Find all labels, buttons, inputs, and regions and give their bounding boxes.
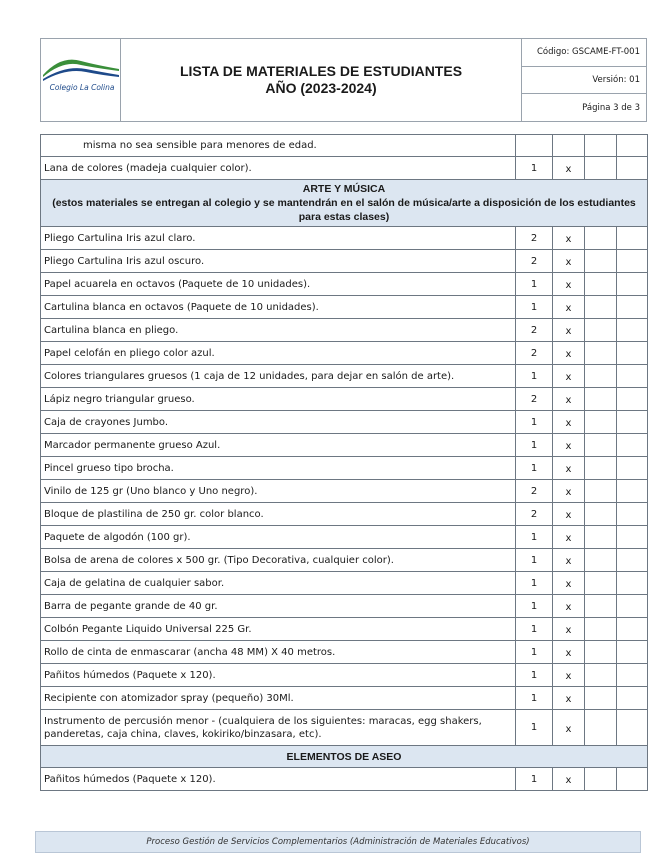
- table-row: [41, 157, 648, 180]
- item-quantity: 1: [516, 595, 553, 618]
- item-quantity: 1: [516, 157, 553, 180]
- item-quantity: 1: [516, 273, 553, 296]
- empty-cell: [617, 457, 648, 480]
- item-description: Paquete de algodón (100 gr).: [41, 526, 516, 549]
- item-check: x: [553, 664, 585, 687]
- section-arte: [41, 180, 648, 227]
- empty-cell: [617, 388, 648, 411]
- item-check: x: [553, 365, 585, 388]
- item-description: Pincel grueso tipo brocha.: [41, 457, 516, 480]
- item-quantity: 1: [516, 618, 553, 641]
- table-row: [41, 503, 648, 526]
- item-quantity: 1: [516, 710, 553, 746]
- title-line-1: LISTA DE MATERIALES DE ESTUDIANTES: [179, 63, 463, 79]
- item-description: Lana de colores (madeja cualquier color).: [41, 157, 516, 180]
- empty-cell: [585, 388, 617, 411]
- item-check: x: [553, 480, 585, 503]
- empty-cell: [617, 273, 648, 296]
- item-description: Cartulina blanca en pliego.: [41, 319, 516, 342]
- document-code: Código: GSCAME-FT-001: [522, 39, 646, 67]
- item-quantity: 1: [516, 457, 553, 480]
- item-quantity: 1: [516, 572, 553, 595]
- item-description: Caja de crayones Jumbo.: [41, 411, 516, 434]
- item-description: Lápiz negro triangular grueso.: [41, 388, 516, 411]
- table-row: [41, 135, 648, 157]
- item-description: Recipiente con atomizador spray (pequeño) 30Ml.: [41, 687, 516, 710]
- table-row: [41, 434, 648, 457]
- item-check: x: [553, 572, 585, 595]
- empty-cell: [617, 618, 648, 641]
- empty-cell: [617, 768, 648, 791]
- empty-cell: [585, 273, 617, 296]
- empty-cell: [617, 342, 648, 365]
- item-quantity: 2: [516, 250, 553, 273]
- item-check: x: [553, 641, 585, 664]
- item-quantity: 2: [516, 227, 553, 250]
- item-description: Marcador permanente grueso Azul.: [41, 434, 516, 457]
- item-check: x: [553, 157, 585, 180]
- item-check: x: [553, 411, 585, 434]
- item-quantity: [516, 135, 553, 157]
- table-row: [41, 664, 648, 687]
- empty-cell: [585, 319, 617, 342]
- section-cell: [41, 180, 648, 227]
- item-description: Pañitos húmedos (Paquete x 120).: [41, 664, 516, 687]
- item-quantity: 2: [516, 342, 553, 365]
- table-row: [41, 365, 648, 388]
- item-description: Rollo de cinta de enmascarar (ancha 48 MM) X 40 metros.: [41, 641, 516, 664]
- empty-cell: [585, 618, 617, 641]
- item-check: x: [553, 595, 585, 618]
- empty-cell: [585, 664, 617, 687]
- empty-cell: [617, 411, 648, 434]
- item-description: Pañitos húmedos (Paquete x 120).: [41, 768, 516, 791]
- item-check: x: [553, 549, 585, 572]
- item-check: x: [553, 618, 585, 641]
- empty-cell: [585, 549, 617, 572]
- item-check: x: [553, 457, 585, 480]
- item-check: x: [553, 687, 585, 710]
- table-row: [41, 250, 648, 273]
- item-check: x: [553, 526, 585, 549]
- table-row: [41, 687, 648, 710]
- item-check: x: [553, 768, 585, 791]
- item-check: x: [553, 273, 585, 296]
- table-row: [41, 768, 648, 791]
- table-row: [41, 342, 648, 365]
- item-description: Papel acuarela en octavos (Paquete de 10 unidades).: [41, 273, 516, 296]
- empty-cell: [617, 434, 648, 457]
- empty-cell: [585, 710, 617, 746]
- empty-cell: [585, 641, 617, 664]
- table-row: [41, 296, 648, 319]
- empty-cell: [617, 572, 648, 595]
- empty-cell: [617, 687, 648, 710]
- item-quantity: 1: [516, 411, 553, 434]
- table-row: [41, 457, 648, 480]
- item-quantity: 1: [516, 526, 553, 549]
- empty-cell: [617, 157, 648, 180]
- empty-cell: [585, 296, 617, 319]
- section-header-aseo: [41, 746, 648, 768]
- item-quantity: 1: [516, 768, 553, 791]
- empty-cell: [585, 342, 617, 365]
- table-row: [41, 273, 648, 296]
- item-quantity: 2: [516, 503, 553, 526]
- item-check: x: [553, 319, 585, 342]
- document-header: [40, 38, 647, 122]
- item-description: Colbón Pegante Liquido Universal 225 Gr.: [41, 618, 516, 641]
- item-description: Caja de gelatina de cualquier sabor.: [41, 572, 516, 595]
- empty-cell: [617, 296, 648, 319]
- table-row: [41, 411, 648, 434]
- item-quantity: 1: [516, 549, 553, 572]
- empty-cell: [617, 135, 648, 157]
- item-description: Bloque de plastilina de 250 gr. color blanco.: [41, 503, 516, 526]
- item-quantity: 1: [516, 365, 553, 388]
- item-description: Pliego Cartulina Iris azul oscuro.: [41, 250, 516, 273]
- empty-cell: [617, 250, 648, 273]
- item-quantity: 1: [516, 664, 553, 687]
- table-body-arte: [41, 227, 648, 746]
- empty-cell: [617, 526, 648, 549]
- item-quantity: 1: [516, 687, 553, 710]
- empty-cell: [617, 664, 648, 687]
- logo-text: Colegio La Colina: [49, 83, 115, 92]
- table-row: [41, 641, 648, 664]
- item-check: x: [553, 296, 585, 319]
- section-header-arte: [41, 180, 648, 227]
- item-check: x: [553, 503, 585, 526]
- item-check: x: [553, 342, 585, 365]
- table-row: [41, 480, 648, 503]
- item-description: Bolsa de arena de colores x 500 gr. (Tipo Decorativa, cualquier color).: [41, 549, 516, 572]
- section-title: ARTE Y MÚSICA: [302, 183, 386, 195]
- item-check: x: [553, 388, 585, 411]
- empty-cell: [585, 227, 617, 250]
- empty-cell: [585, 250, 617, 273]
- item-description: Cartulina blanca en octavos (Paquete de 10 unidades).: [41, 296, 516, 319]
- document-meta: [521, 39, 646, 121]
- document-version: Versión: 01: [522, 67, 646, 95]
- empty-cell: [585, 768, 617, 791]
- table-row: [41, 319, 648, 342]
- item-check: x: [553, 250, 585, 273]
- empty-cell: [617, 595, 648, 618]
- item-description: Barra de pegante grande de 40 gr.: [41, 595, 516, 618]
- empty-cell: [617, 549, 648, 572]
- document-title: [121, 39, 521, 121]
- table-row: [41, 227, 648, 250]
- empty-cell: [617, 365, 648, 388]
- item-check: x: [553, 227, 585, 250]
- empty-cell: [585, 480, 617, 503]
- table-row: [41, 710, 648, 746]
- empty-cell: [585, 503, 617, 526]
- title-line-2: AÑO (2023-2024): [265, 80, 377, 96]
- empty-cell: [617, 710, 648, 746]
- table-body-aseo: [41, 768, 648, 791]
- item-description: misma no sea sensible para menores de edad.: [41, 135, 516, 157]
- section-note: (estos materiales se entregan al colegio y se mantendrán en el salón de música/arte a disposición de los estudiantes para estas clases): [52, 197, 636, 223]
- materials-table: [40, 134, 648, 791]
- empty-cell: [617, 319, 648, 342]
- item-description: Papel celofán en pliego color azul.: [41, 342, 516, 365]
- empty-cell: [617, 227, 648, 250]
- table-row: [41, 526, 648, 549]
- item-check: x: [553, 434, 585, 457]
- empty-cell: [585, 457, 617, 480]
- section-title: ELEMENTOS DE ASEO: [41, 746, 648, 768]
- empty-cell: [617, 503, 648, 526]
- empty-cell: [585, 526, 617, 549]
- empty-cell: [585, 411, 617, 434]
- table-row: [41, 388, 648, 411]
- empty-cell: [585, 687, 617, 710]
- table-row: [41, 595, 648, 618]
- empty-cell: [585, 157, 617, 180]
- mountain-logo-icon: [41, 49, 121, 83]
- item-description: Vinilo de 125 gr (Uno blanco y Uno negro).: [41, 480, 516, 503]
- empty-cell: [585, 572, 617, 595]
- empty-cell: [617, 641, 648, 664]
- page-number: Página 3 de 3: [582, 102, 640, 113]
- section-aseo: [41, 746, 648, 768]
- item-check: [553, 135, 585, 157]
- empty-cell: [585, 135, 617, 157]
- school-logo: [41, 39, 121, 121]
- empty-cell: [617, 480, 648, 503]
- empty-cell: [585, 434, 617, 457]
- page-footer: Proceso Gestión de Servicios Complementarios (Administración de Materiales Educativos): [35, 831, 641, 853]
- item-description: Colores triangulares gruesos (1 caja de 12 unidades, para dejar en salón de arte).: [41, 365, 516, 388]
- table-row: [41, 618, 648, 641]
- item-quantity: 2: [516, 480, 553, 503]
- item-quantity: 1: [516, 296, 553, 319]
- item-description: Instrumento de percusión menor - (cualquiera de los siguientes: maracas, egg shakers, panderetas, caja china, claves, kokiriko/binzasara, etc).: [41, 710, 516, 746]
- table-body-top: [41, 135, 648, 180]
- item-description: Pliego Cartulina Iris azul claro.: [41, 227, 516, 250]
- empty-cell: [585, 365, 617, 388]
- empty-cell: [585, 595, 617, 618]
- item-check: x: [553, 710, 585, 746]
- table-row: [41, 549, 648, 572]
- item-quantity: 2: [516, 388, 553, 411]
- item-quantity: 2: [516, 319, 553, 342]
- item-quantity: 1: [516, 641, 553, 664]
- item-quantity: 1: [516, 434, 553, 457]
- table-row: [41, 572, 648, 595]
